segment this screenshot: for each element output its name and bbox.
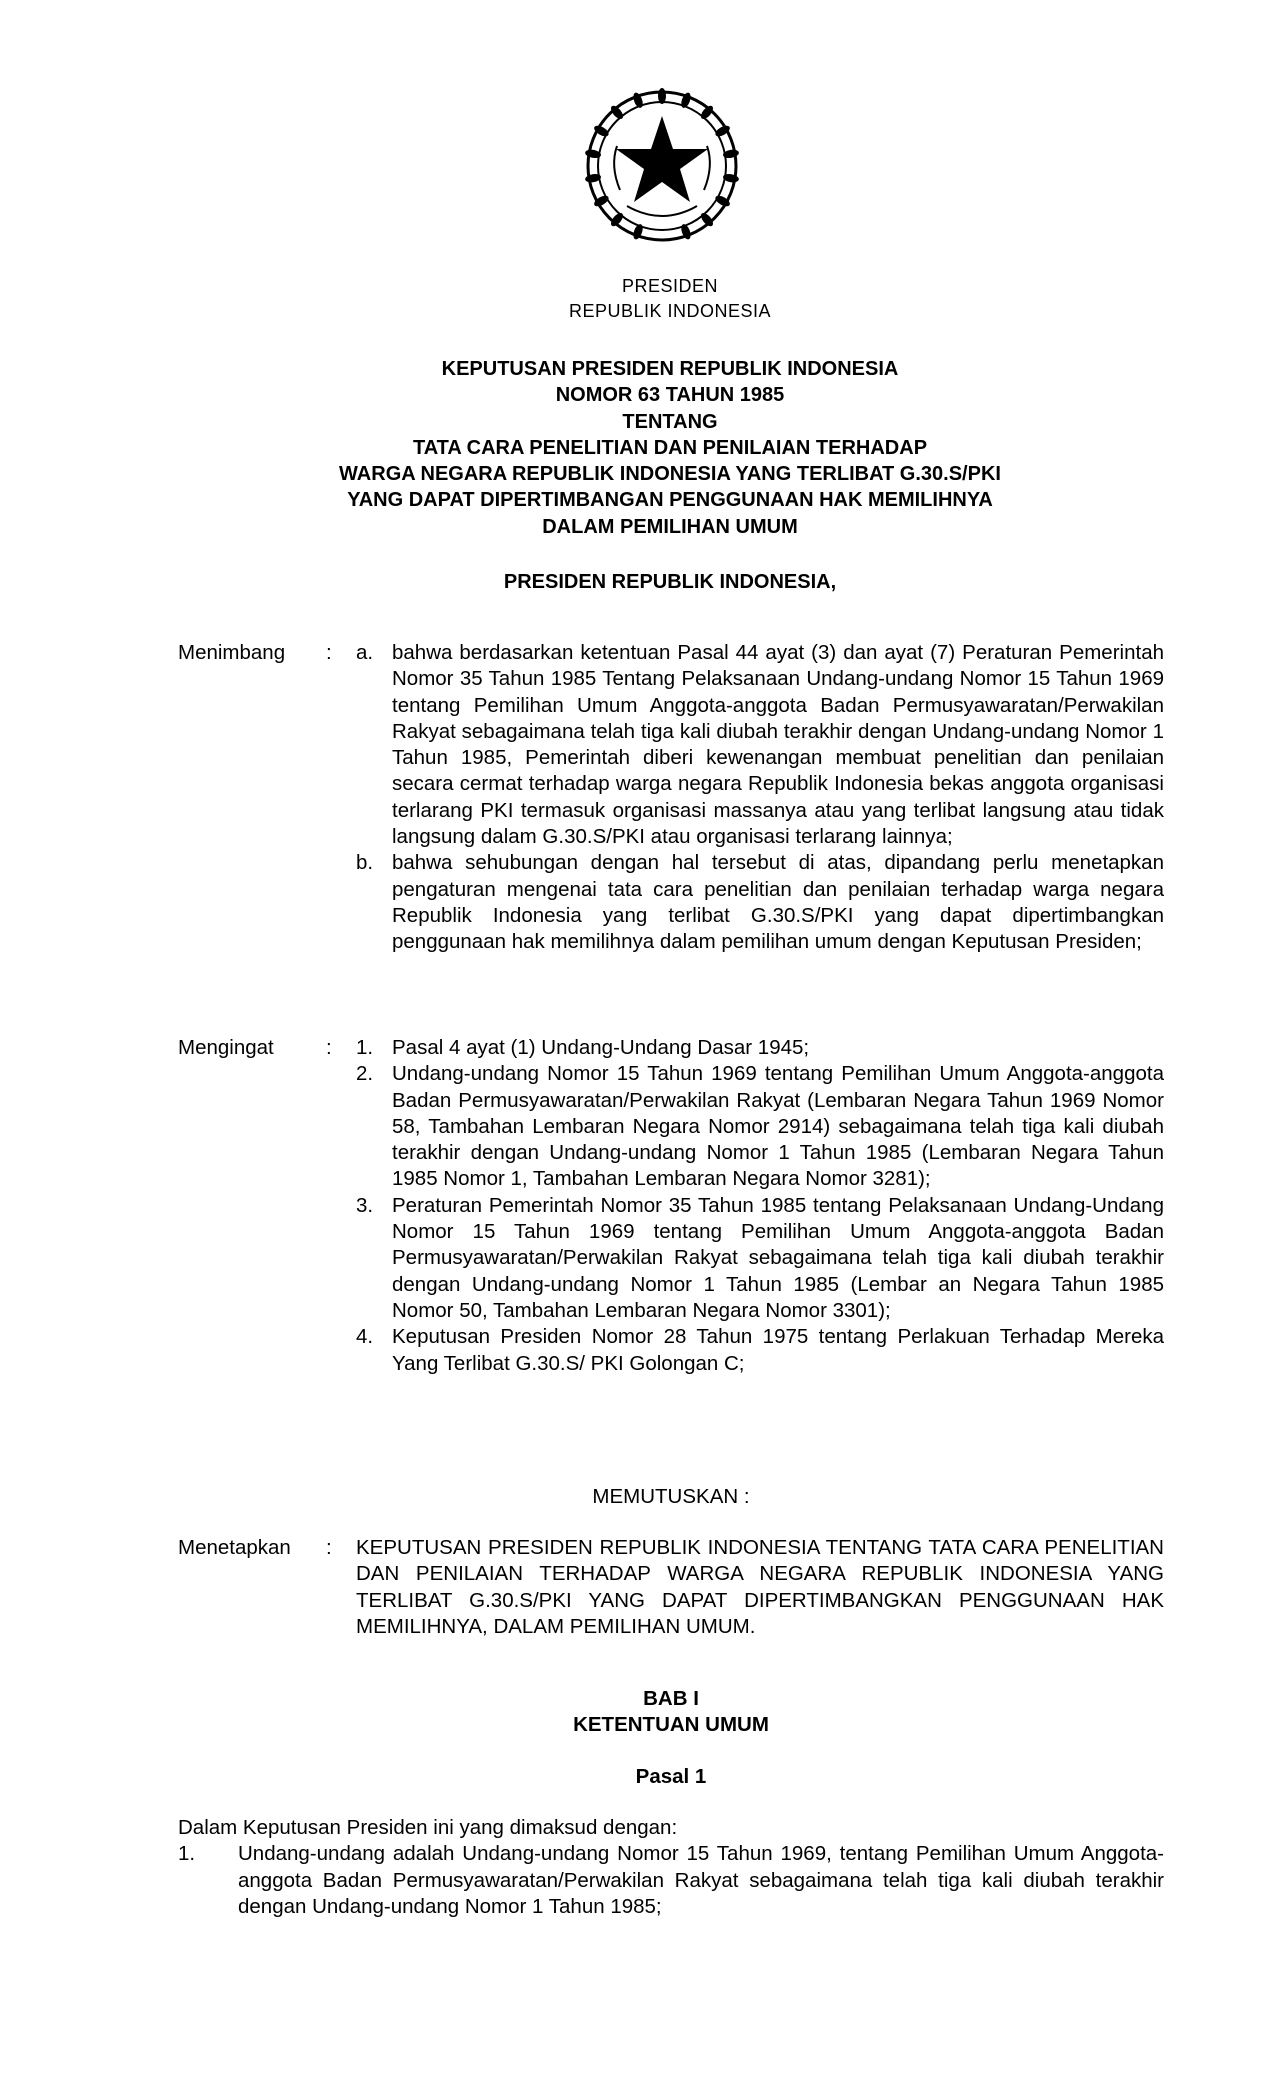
- title-line: TENTANG: [622, 410, 718, 433]
- title-line: DALAM PEMILIHAN UMUM: [542, 515, 798, 538]
- decree-title: [0, 356, 1275, 540]
- header-line-1: PRESIDEN: [621, 276, 719, 296]
- menimbang-colon: :: [326, 641, 332, 664]
- menimbang-section: [178, 640, 1164, 956]
- item-marker: a.: [356, 641, 374, 664]
- menimbang-item-b: [178, 850, 1164, 955]
- item-text: Pasal 4 ayat (1) Undang-Undang Dasar 1945;: [392, 1036, 810, 1059]
- president-heading: PRESIDEN REPUBLIK INDONESIA,: [503, 571, 837, 593]
- item-marker: 4.: [356, 1325, 374, 1349]
- title-line: WARGA NEGARA REPUBLIK INDONESIA YANG TERLIBAT G.30.S/PKI: [339, 463, 1001, 486]
- item-text: Undang-undang Nomor 15 Tahun 1969 tentang Pemilihan Umum Anggota-anggota Badan Permusyawaratan/Perwakilan Rakyat (Lembaran Negara Tahun 1969 Nomor 58, Tambahan Lembaran Negara Nomor 2914) sebagaimana telah tiga kali diubah terakhir dengan Undang-undang Nomor 1 Tahun 1985 (Lembaran Negara Tahun 1985 Nomor 1, Tambahan Lembaran Negara Nomor 3281);: [392, 1062, 1164, 1191]
- item-text: Undang-undang adalah Undang-undang Nomor 15 Tahun 1969, tentang Pemilihan Umum Anggota-anggota Badan Permusyawaratan/Perwakilan Rakyat sebagaimana telah tiga kali diubah terakhir dengan Undang-undang Nomor 1 Tahun 1985;: [238, 1842, 1164, 1918]
- bab-number: BAB I: [643, 1687, 699, 1710]
- mengingat-section: [178, 1035, 1164, 1377]
- item-marker: 3.: [356, 1193, 374, 1217]
- mengingat-item-1: [178, 1035, 1164, 1061]
- mengingat-colon: :: [326, 1036, 332, 1059]
- menimbang-item-a: [178, 640, 1164, 850]
- menetapkan-text: KEPUTUSAN PRESIDEN REPUBLIK INDONESIA TENTANG TATA CARA PENELITIAN DAN PENILAIAN TERHADAP WARGA NEGARA REPUBLIK INDONESIA YANG TERLIBAT G.30.S/PKI YANG DAPAT DIPERTIMBANGKAN PENGGUNAAN HAK MEMILIHNYA, DALAM PEMILIHAN UMUM.: [356, 1536, 1164, 1638]
- mengingat-item-3: [178, 1193, 1164, 1324]
- item-marker: b.: [356, 851, 374, 875]
- title-line: TATA CARA PENELITIAN DAN PENILAIAN TERHADAP: [412, 436, 928, 459]
- item-marker: 1.: [178, 1842, 196, 1866]
- pasal-section: [178, 1815, 1164, 1920]
- memutuskan-heading: MEMUTUSKAN :: [592, 1485, 750, 1508]
- pasal-title: Pasal 1: [635, 1765, 707, 1788]
- mengingat-item-2: [178, 1061, 1164, 1192]
- item-text: bahwa sehubungan dengan hal tersebut di atas, dipandang perlu menetapkan pengaturan mengenai tata cara penelitian dan penilaian terhadap warga negara Republik Indonesia yang terlibat G.30.S/PKI yang dapat dipertimbangkan penggunaan hak memilihnya dalam pemilihan umum dengan Keputusan Presiden;: [392, 851, 1164, 954]
- item-marker: 1.: [356, 1036, 374, 1059]
- menetapkan-section: [178, 1535, 1164, 1640]
- header-line-2: REPUBLIK INDONESIA: [568, 301, 772, 321]
- pasal-intro: Dalam Keputusan Presiden ini yang dimaksud dengan:: [178, 1816, 678, 1839]
- title-line: KEPUTUSAN PRESIDEN REPUBLIK INDONESIA: [441, 358, 899, 380]
- mengingat-label: Mengingat: [178, 1036, 274, 1059]
- menetapkan-label: Menetapkan: [178, 1536, 291, 1559]
- menimbang-label: Menimbang: [178, 641, 286, 664]
- item-text: Peraturan Pemerintah Nomor 35 Tahun 1985 tentang Pelaksanaan Undang-Undang Nomor 15 Tahun 1969 tentang Pemilihan Umum Anggota-anggota Badan Permusyawaratan/Perwakilan Rakyat sebagaimana telah tiga kali diubah terakhir dengan Undang-undang Nomor 1 Tahun 1985 (Lembar an Negara Tahun 1985 Nomor 50, Tambahan Lembaran Negara Nomor 3301);: [392, 1193, 1164, 1322]
- item-text: Keputusan Presiden Nomor 28 Tahun 1975 tentang Perlakuan Terhadap Mereka Yang Terlibat G.30.S/ PKI Golongan C;: [392, 1325, 1164, 1375]
- pasal-item-1: [178, 1841, 1164, 1920]
- title-line: YANG DAPAT DIPERTIMBANGAN PENGGUNAAN HAK MEMILIHNYA: [347, 489, 993, 512]
- item-marker: 2.: [356, 1062, 374, 1086]
- menetapkan-colon: :: [326, 1536, 332, 1559]
- item-text: bahwa berdasarkan ketentuan Pasal 44 ayat (3) dan ayat (7) Peraturan Pemerintah Nomor 35 Tahun 1985 Tentang Pelaksanaan Undang-undang Nomor 15 Tahun 1969 tentang Pemilihan Umum Anggota-anggota Badan Permusyawaratan/Perwakilan Rakyat sebagaimana telah tiga kali diubah terakhir dengan Undang-undang Nomor 1 Tahun 1985, Pemerintah diberi kewenangan membuat penelitian dan penilaian secara cermat terhadap warga negara Republik Indonesia bekas anggota organisasi terlarang PKI termasuk organisasi massanya atau yang terlibat langsung atau tidak langsung dalam G.30.S/PKI atau organisasi terlarang lainnya;: [392, 641, 1164, 849]
- state-emblem-icon: [582, 86, 742, 246]
- mengingat-item-4: [178, 1324, 1164, 1377]
- title-line: NOMOR 63 TAHUN 1985: [555, 384, 785, 407]
- bab-title: KETENTUAN UMUM: [573, 1713, 769, 1736]
